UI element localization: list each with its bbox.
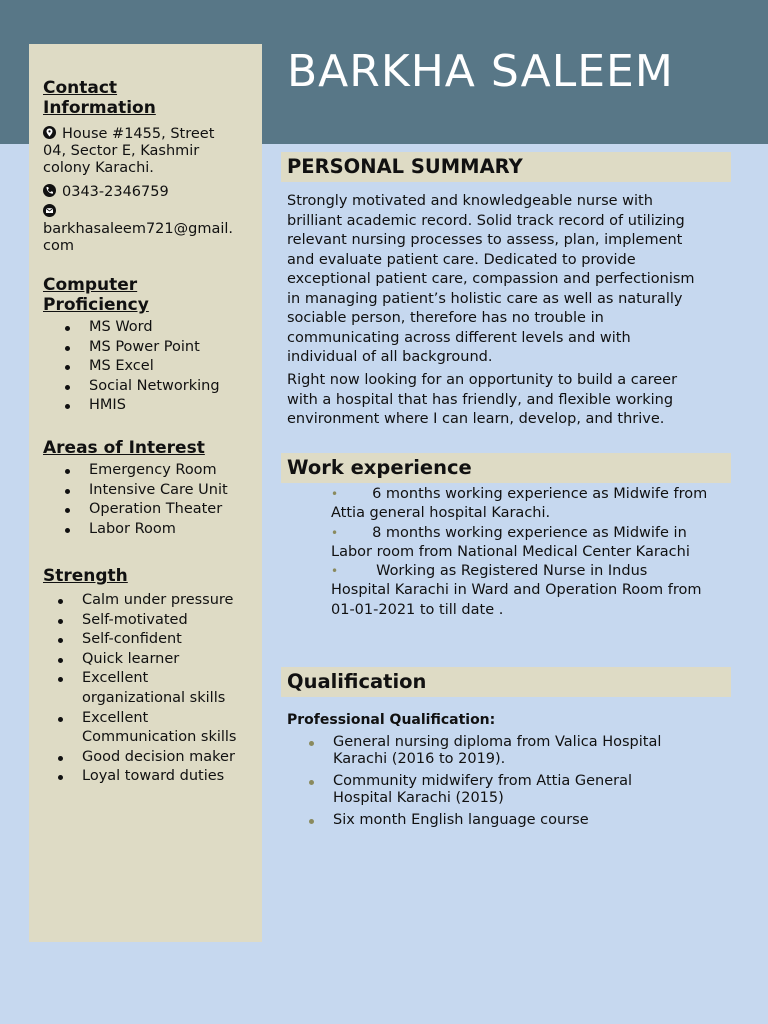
list-item: Operation Theater <box>43 500 228 520</box>
list-item: Labor Room <box>43 520 228 540</box>
list-item: Calm under pressure <box>43 591 237 611</box>
contact-address: House #1455, Street 04, Sector E, Kashmir colony Karachi. <box>43 126 215 176</box>
qualification-list <box>287 734 727 834</box>
summary-paragraph: Strongly motivated and knowledgeable nurse with brilliant academic record. Solid track record of utilizing relevant nursing processes to assess, plan, implement and evaluate patient care. Dedicated to provide exceptional patient care, compassion and perfectionism in managing patient’s holistic care as well as naturally sociable person, therefore has no trouble in communicating across different levels and with individual of all background. <box>287 193 695 365</box>
work-heading: Work experience <box>281 453 731 483</box>
list-item: Community midwifery from Attia General Hospital Karachi (2015) <box>287 773 727 807</box>
list-item: Emergency Room <box>43 461 228 481</box>
strength-list <box>43 591 237 787</box>
candidate-name: BARKHA SALEEM <box>287 46 674 97</box>
summary-heading: PERSONAL SUMMARY <box>281 152 731 182</box>
interest-list <box>43 461 228 539</box>
list-item: General nursing diploma from Valica Hospital Karachi (2016 to 2019). <box>287 734 727 768</box>
list-item: Intensive Care Unit <box>43 481 228 501</box>
interest-heading: Areas of Interest <box>43 438 205 458</box>
location-icon <box>43 126 56 139</box>
list-item: Six month English language course <box>287 812 727 829</box>
work-list: • 6 months working experience as Midwife from Attia general hospital Karachi. • 8 months working experience as Midwife in Labor room from National Medical Center Karachi • Working as Registered Nurse in Indus Hospital Karachi in Ward and Operation Room from 01-01-2021 to till date . <box>331 485 746 620</box>
list-item: MS Power Point <box>43 338 220 358</box>
strength-heading: Strength <box>43 566 128 586</box>
phone-icon <box>43 184 56 197</box>
computer-heading: Computer Proficiency <box>43 275 149 315</box>
list-item: Quick learner <box>43 650 237 670</box>
list-item: Good decision maker <box>43 748 237 768</box>
list-item: Excellent organizational skills <box>43 669 237 708</box>
list-item: • Working as Registered Nurse in Indus <box>331 563 648 580</box>
list-item: HMIS <box>43 396 220 416</box>
list-item: Excellent Communication skills <box>43 709 237 748</box>
list-item: Self-motivated <box>43 611 237 631</box>
list-item: • 8 months working experience as Midwife in <box>331 524 687 541</box>
professional-qualification-label: Professional Qualification: <box>287 712 496 728</box>
summary-paragraph-2: Right now looking for an opportunity to build a career with a hospital that has friendly, and flexible working environment where I can learn, develop, and thrive. <box>287 372 678 427</box>
list-item: MS Excel <box>43 357 220 377</box>
list-item: Social Networking <box>43 377 220 397</box>
computer-list <box>43 318 220 416</box>
list-item: Loyal toward duties <box>43 767 237 787</box>
list-item: • 6 months working experience as Midwife from <box>331 486 708 502</box>
email-icon <box>43 204 56 217</box>
qualification-heading: Qualification <box>281 667 731 697</box>
list-item: Self-confident <box>43 630 237 650</box>
contact-email: barkhasaleem721@gmail. com <box>43 204 233 255</box>
contact-phone: 0343-2346759 <box>43 184 169 201</box>
contact-heading: Contact Information <box>43 78 156 118</box>
list-item: MS Word <box>43 318 220 338</box>
